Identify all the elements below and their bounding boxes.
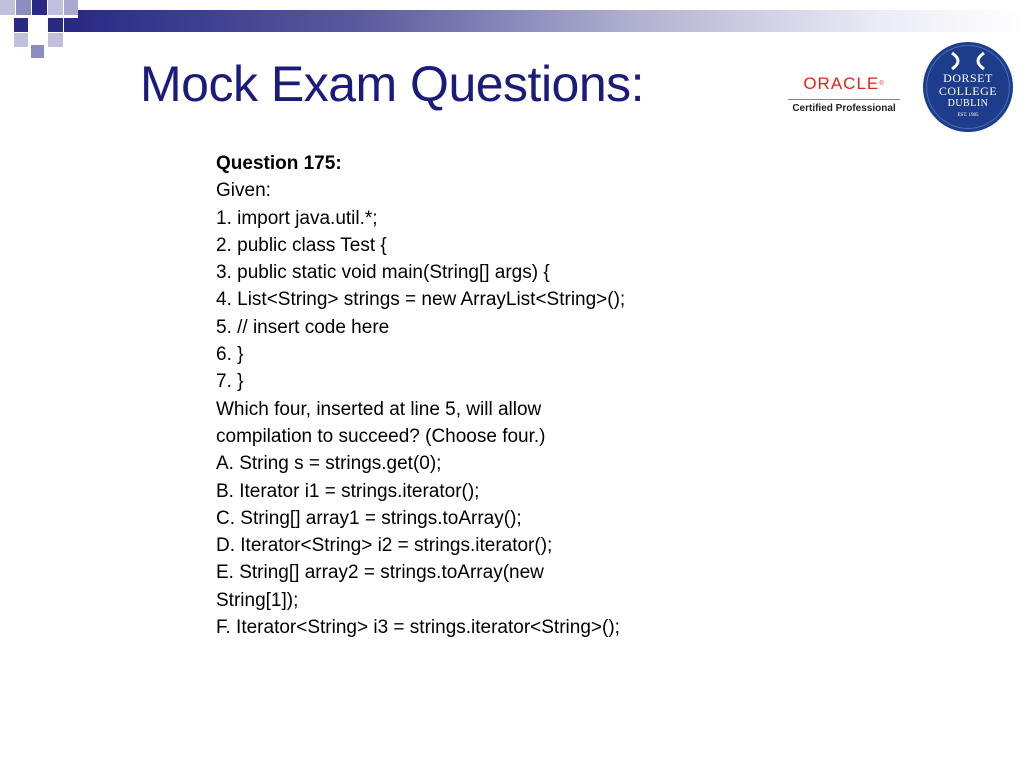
question-heading: Question 175: — [216, 153, 342, 174]
answer-option-d: D. Iterator<String> i2 = strings.iterator(); — [216, 535, 553, 557]
seal-line-dublin: DUBLIN — [947, 98, 989, 109]
answer-option-e-continued: String[1]); — [216, 589, 299, 611]
oracle-certified-caption: Certified Professional — [792, 103, 896, 114]
question-line: 1. import java.util.*; — [216, 207, 378, 229]
answer-option-c: C. String[] array1 = strings.toArray(); — [216, 507, 522, 529]
question-line: 7. } — [216, 371, 244, 393]
question-line: 3. public static void main(String[] args) { — [216, 262, 550, 284]
corner-square-decoration — [14, 33, 28, 47]
question-line: compilation to succeed? (Choose four.) — [216, 425, 546, 447]
question-line: 6. } — [216, 344, 244, 366]
dorset-college-seal — [923, 42, 1013, 132]
corner-square-decoration — [0, 0, 15, 15]
oracle-wordmark: ORACLE® — [803, 74, 885, 93]
answer-option-b: B. Iterator i1 = strings.iterator(); — [216, 480, 480, 502]
slide-title: Mock Exam Questions: — [140, 56, 645, 112]
seal-established: EST. 1985 — [957, 113, 979, 118]
corner-square-decoration — [48, 18, 63, 32]
question-line: 2. public class Test { — [216, 234, 387, 256]
seal-line-dorset: DORSET — [943, 71, 993, 85]
question-line: Which four, inserted at line 5, will allow — [216, 398, 542, 420]
answer-option-f: F. Iterator<String> i3 = strings.iterator<String>(); — [216, 617, 620, 639]
header-gradient-bar — [78, 10, 1024, 32]
corner-square-decoration — [31, 45, 44, 58]
corner-square-decoration — [48, 33, 63, 47]
answer-option-e: E. String[] array2 = strings.toArray(new — [216, 562, 544, 584]
corner-square-decoration — [48, 0, 63, 15]
oracle-logo-divider — [788, 99, 900, 100]
corner-square-decoration — [16, 0, 31, 15]
seal-line-college: COLLEGE — [938, 84, 998, 98]
answer-option-a: A. String s = strings.get(0); — [216, 453, 442, 475]
question-body — [216, 150, 736, 641]
corner-square-decoration — [64, 18, 78, 32]
oracle-certified-logo — [786, 74, 902, 118]
dorset-emblem-icon — [948, 51, 988, 71]
corner-square-decoration — [64, 0, 78, 15]
question-line: 4. List<String> strings = new ArrayList<String>(); — [216, 289, 626, 311]
corner-square-decoration — [14, 18, 28, 32]
question-line: 5. // insert code here — [216, 316, 390, 338]
corner-square-decoration — [32, 0, 47, 15]
question-line: Given: — [216, 180, 271, 202]
